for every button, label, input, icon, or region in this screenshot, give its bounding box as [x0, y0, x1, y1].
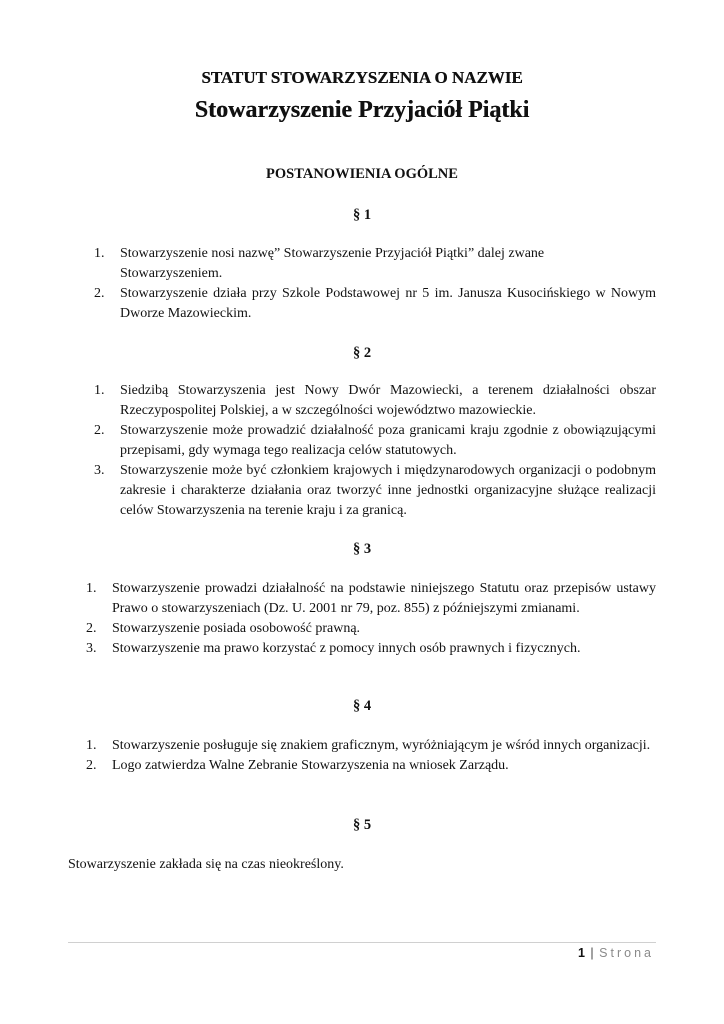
paragraph-heading-3: § 3 [352, 541, 372, 557]
paragraph-5-text: Stowarzyszenie zakłada się na czas nieokreślony. [68, 857, 344, 872]
list-item [94, 244, 656, 284]
paragraph-heading-5: § 5 [352, 817, 372, 833]
paragraph-heading-2: § 2 [352, 345, 372, 361]
page-footer [578, 946, 654, 960]
list-item-text: Stowarzyszenie może być członkiem krajowych i międzynarodowych organizacji o podobnym zakresie i charakterze działania oraz tworzyć inne jednostki organizacyjne służące realizacji celów Stowarzyszenia na terenie kraju i za granicą. [120, 463, 656, 518]
list-item [94, 421, 656, 461]
list-item-number: 2. [86, 758, 97, 773]
list-item [86, 756, 656, 776]
list-item-number: 2. [94, 423, 105, 438]
list-item-number: 1. [94, 383, 105, 398]
list-item-number: 1. [94, 246, 105, 261]
paragraph-1-list [94, 244, 656, 324]
list-item-text: Stowarzyszenie ma prawo korzystać z pomocy innych osób prawnych i fizycznych. [112, 641, 581, 656]
list-item-text: Stowarzyszenie prowadzi działalność na podstawie niniejszego Statutu oraz przepisów ustawy Prawo o stowarzyszeniach (Dz. U. 2001 nr 79, poz. 855) z późniejszymi zmianami. [112, 581, 656, 616]
list-item [94, 381, 656, 421]
footer-separator: | [590, 946, 594, 960]
list-item [94, 461, 656, 521]
list-item [86, 736, 656, 756]
list-item-text: Stowarzyszenie posługuje się znakiem graficznym, wyróżniającym je wśród innych organizacji. [112, 738, 651, 753]
paragraph-2-list [94, 381, 656, 521]
page-label: Strona [599, 946, 654, 960]
list-item [86, 579, 656, 619]
statute-title-line2: Stowarzyszenie Przyjaciół Piątki [194, 97, 530, 123]
paragraph-4-list [86, 736, 656, 776]
list-item-text: Logo zatwierdza Walne Zebranie Stowarzyszenia na wniosek Zarządu. [112, 758, 509, 773]
list-item [86, 619, 656, 639]
list-item-text: Stowarzyszenie posiada osobowość prawną. [112, 621, 361, 636]
paragraph-3-list [86, 579, 656, 659]
statute-title-line1: STATUT STOWARZYSZENIA O NAZWIE [201, 68, 523, 87]
list-item [86, 639, 656, 659]
page-number: 1 [577, 946, 585, 960]
list-item [94, 284, 656, 324]
list-item-text: Stowarzyszenie może prowadzić działalność poza granicami kraju zgodnie z obowiązującymi przepisami, gdy wymaga tego realizacja celów statutowych. [120, 423, 656, 458]
list-item-number: 3. [94, 463, 105, 478]
section-title: POSTANOWIENIA OGÓLNE [266, 166, 458, 182]
footer-divider [68, 942, 656, 943]
list-item-text: Siedzibą Stowarzyszenia jest Nowy Dwór Mazowiecki, a terenem działalności obszar Rzeczypospolitej Polskiej, a w szczególności województwo mazowieckie. [120, 383, 656, 418]
list-item-number: 1. [86, 738, 97, 753]
list-item-number: 2. [86, 621, 97, 636]
list-item-number: 1. [86, 581, 97, 596]
list-item-text: Stowarzyszenie nosi nazwę” Stowarzyszenie Przyjaciół Piątki” dalej zwane Stowarzyszeniem. [120, 246, 545, 281]
list-item-number: 3. [86, 641, 97, 656]
paragraph-heading-4: § 4 [352, 698, 372, 714]
paragraph-heading-1: § 1 [352, 207, 372, 223]
list-item-number: 2. [94, 286, 105, 301]
list-item-text: Stowarzyszenie działa przy Szkole Podstawowej nr 5 im. Janusza Kusocińskiego w Nowym Dworze Mazowieckim. [120, 286, 656, 321]
